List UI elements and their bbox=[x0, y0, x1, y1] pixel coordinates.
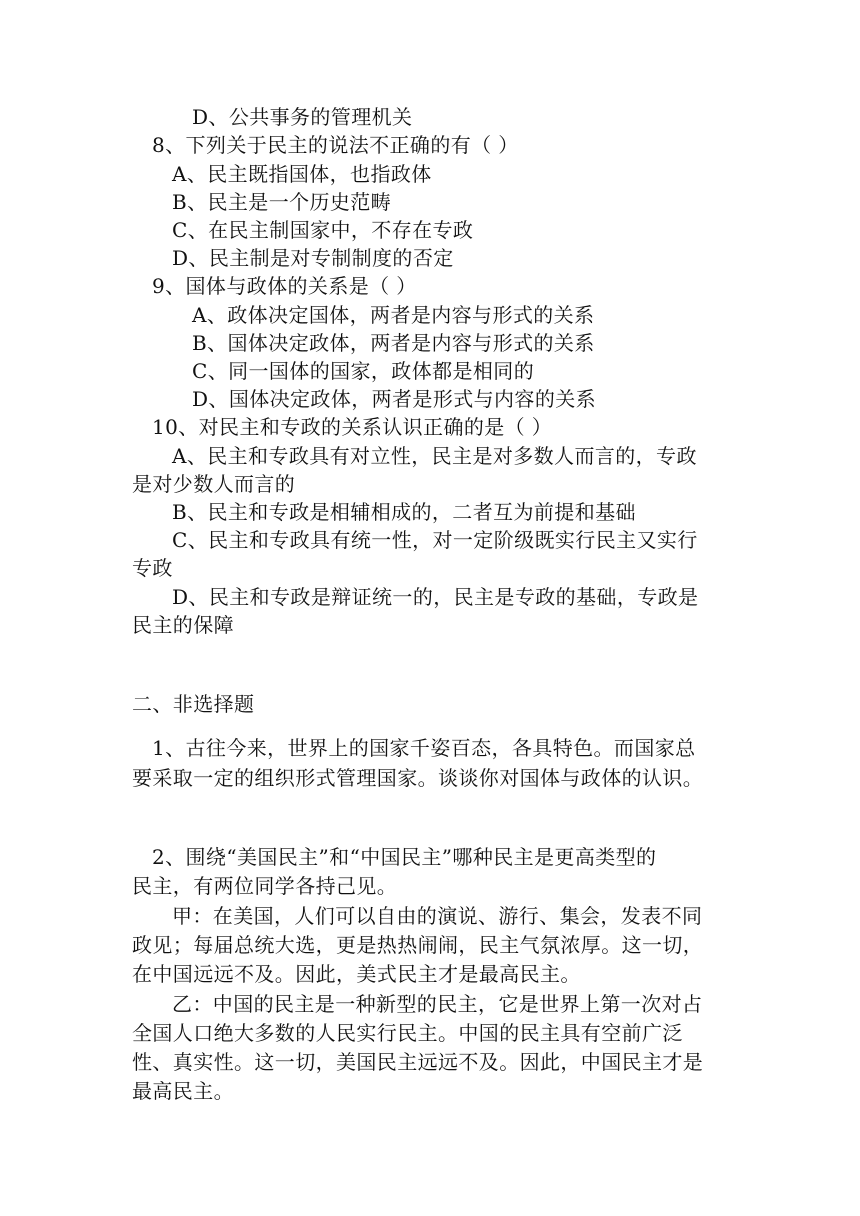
s2-jia-line1: 甲：在美国，人们可以自由的演说、游行、集会，发表不同 bbox=[172, 904, 703, 928]
q10-stem: 10、对民主和专政的关系认识正确的是（ ） bbox=[152, 415, 553, 439]
q10-option-b: B、民主和专政是相辅相成的，二者互为前提和基础 bbox=[172, 500, 636, 524]
q7-option-d: D、公共事务的管理机关 bbox=[192, 105, 413, 129]
q10-option-d-line2: 民主的保障 bbox=[132, 613, 234, 637]
q10-option-d-line1: D、民主和专政是辩证统一的，民主是专政的基础，专政是 bbox=[172, 585, 699, 609]
q8-option-c: C、在民主制国家中，不存在专政 bbox=[172, 218, 474, 242]
s2-q1-line2: 要采取一定的组织形式管理国家。谈谈你对国体与政体的认识。 bbox=[132, 766, 704, 790]
q8-option-d: D、民主制是对专制制度的否定 bbox=[172, 246, 454, 270]
q9-stem: 9、国体与政体的关系是（ ） bbox=[152, 274, 417, 298]
s2-yi-line1: 乙：中国的民主是一种新型的民主，它是世界上第一次对占 bbox=[172, 992, 703, 1016]
s2-q1-line1: 1、古往今来，世界上的国家千姿百态，各具特色。而国家总 bbox=[152, 736, 696, 760]
s2-yi-line4: 最高民主。 bbox=[132, 1079, 234, 1103]
q8-stem: 8、下列关于民主的说法不正确的有（ ） bbox=[152, 133, 519, 157]
s2-yi-line2: 全国人口绝大多数的人民实行民主。中国的民主具有空前广泛 bbox=[132, 1021, 683, 1045]
q8-option-b: B、民主是一个历史范畴 bbox=[172, 190, 392, 214]
s2-jia-line3: 在中国远远不及。因此，美式民主才是最高民主。 bbox=[132, 962, 581, 986]
section2-heading: 二、非选择题 bbox=[132, 692, 255, 716]
q8-option-a: A、民主既指国体，也指政体 bbox=[172, 162, 432, 186]
q9-option-d: D、国体决定政体，两者是形式与内容的关系 bbox=[192, 387, 597, 411]
q10-option-a-line1: A、民主和专政具有对立性，民主是对多数人而言的，专政 bbox=[172, 444, 697, 468]
q9-option-a: A、政体决定国体，两者是内容与形式的关系 bbox=[192, 303, 595, 327]
q10-option-c-line2: 专政 bbox=[132, 556, 173, 580]
s2-q2-line2: 民主，有两位同学各持己见。 bbox=[132, 874, 398, 898]
q9-option-c: C、同一国体的国家，政体都是相同的 bbox=[192, 359, 535, 383]
q9-option-b: B、国体决定政体，两者是内容与形式的关系 bbox=[192, 331, 595, 355]
s2-jia-line2: 政见；每届总统大选，更是热热闹闹，民主气氛浓厚。这一切， bbox=[132, 933, 704, 957]
q10-option-a-line2: 是对少数人而言的 bbox=[132, 472, 296, 496]
s2-yi-line3: 性、真实性。这一切，美国民主远远不及。因此，中国民主才是 bbox=[132, 1050, 704, 1074]
s2-q2-line1: 2、围绕“美国民主”和“中国民主”哪种民主是更高类型的 bbox=[152, 845, 657, 869]
q10-option-c-line1: C、民主和专政具有统一性，对一定阶级既实行民主又实行 bbox=[172, 528, 698, 552]
